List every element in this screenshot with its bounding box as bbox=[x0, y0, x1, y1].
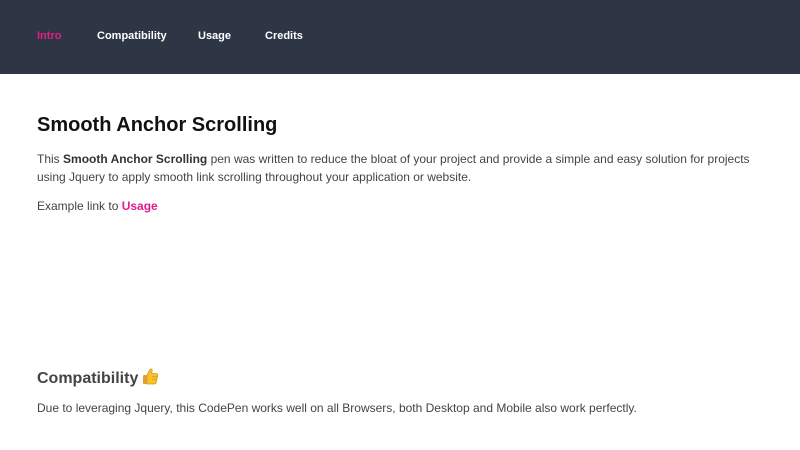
top-navigation bbox=[0, 0, 800, 74]
intro-paragraph bbox=[37, 150, 767, 186]
nav-link-compatibility[interactable]: Compatibility bbox=[97, 30, 167, 42]
usage-anchor-link[interactable]: Usage bbox=[121, 199, 158, 213]
thumbs-up-icon bbox=[141, 367, 159, 392]
nav-link-intro[interactable]: Intro bbox=[37, 30, 62, 42]
intro-title: Smooth Anchor Scrolling bbox=[37, 114, 278, 136]
intro-paragraph-prefix: This bbox=[37, 152, 64, 166]
example-link-line bbox=[37, 197, 158, 215]
nav-link-credits[interactable]: Credits bbox=[265, 30, 303, 42]
intro-paragraph-bold: Smooth Anchor Scrolling bbox=[63, 152, 208, 166]
nav-link-usage[interactable]: Usage bbox=[198, 30, 232, 42]
compatibility-title bbox=[37, 367, 159, 392]
example-link-prefix: Example link to bbox=[37, 199, 122, 213]
intro-paragraph-suffix: pen was written to reduce the bloat of your project and provide a simple and easy solution for projects using Jquery to apply smooth link scrolling throughout your application or website. bbox=[37, 152, 750, 184]
compatibility-title-text: Compatibility bbox=[37, 370, 139, 387]
compatibility-paragraph: Due to leveraging Jquery, this CodePen works well on all Browsers, both Desktop and Mobile also work perfectly. bbox=[37, 401, 637, 415]
